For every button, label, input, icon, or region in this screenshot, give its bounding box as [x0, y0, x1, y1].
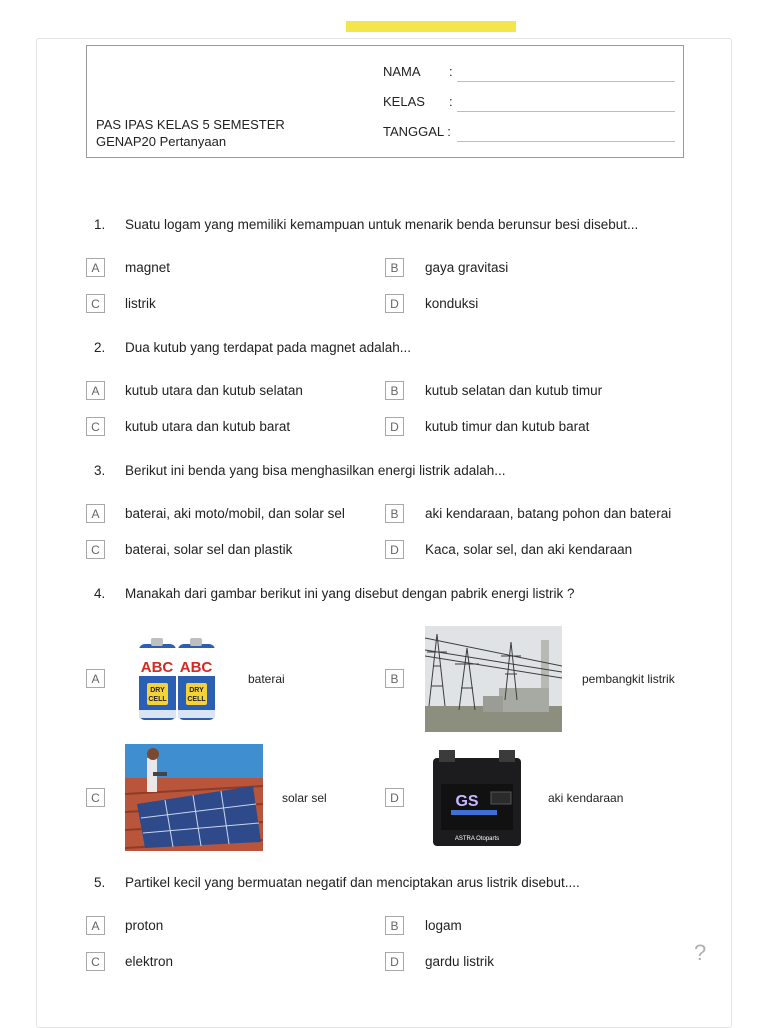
question-number: 5.: [94, 875, 106, 890]
option-d-box[interactable]: D: [385, 788, 404, 807]
option-b-caption[interactable]: pembangkit listrik: [582, 672, 675, 686]
question-number: 1.: [94, 217, 106, 232]
car-battery-brand: GS: [455, 793, 479, 810]
option-a-caption[interactable]: baterai: [248, 672, 285, 686]
option-c-text[interactable]: baterai, solar sel dan plastik: [125, 542, 293, 557]
option-b-text[interactable]: logam: [425, 918, 462, 933]
option-d-text[interactable]: kutub timur dan kutub barat: [425, 419, 590, 434]
help-icon[interactable]: ?: [694, 940, 707, 965]
date-line[interactable]: [457, 141, 675, 142]
option-b-text[interactable]: gaya gravitasi: [425, 260, 509, 275]
name-colon: :: [449, 64, 453, 79]
solar-panel-image[interactable]: [125, 744, 263, 851]
exam-title: PAS IPAS KELAS 5 SEMESTER GENAP20 Pertanyaan: [96, 117, 285, 149]
option-b-box[interactable]: B: [385, 916, 404, 935]
battery-image[interactable]: [125, 626, 229, 730]
option-c-box[interactable]: C: [86, 540, 105, 559]
option-b-box[interactable]: B: [385, 504, 404, 523]
battery-dry-left: DRY: [150, 687, 165, 694]
option-b-text[interactable]: aki kendaraan, batang pohon dan baterai: [425, 506, 672, 521]
option-d-box[interactable]: D: [385, 417, 404, 436]
option-a-box[interactable]: A: [86, 258, 105, 277]
question-text: Suatu logam yang memiliki kemampuan untuk menarik benda berunsur besi disebut...: [125, 217, 639, 232]
car-battery-image[interactable]: [425, 744, 529, 851]
class-line[interactable]: [457, 111, 675, 112]
question-number: 3.: [94, 463, 106, 478]
option-c-box[interactable]: C: [86, 417, 105, 436]
option-c-caption[interactable]: solar sel: [282, 791, 327, 805]
option-d-box[interactable]: D: [385, 540, 404, 559]
question-text: Partikel kecil yang bermuatan negatif dan menciptakan arus listrik disebut....: [125, 875, 580, 890]
option-c-box[interactable]: C: [86, 952, 105, 971]
option-c-text[interactable]: listrik: [125, 296, 156, 311]
option-d-box[interactable]: D: [385, 952, 404, 971]
option-d-box[interactable]: D: [385, 294, 404, 313]
battery-cell-right: CELL: [187, 696, 206, 703]
header-box: [86, 45, 684, 158]
option-d-text[interactable]: Kaca, solar sel, dan aki kendaraan: [425, 542, 633, 557]
battery-cell-left: CELL: [148, 696, 167, 703]
car-battery-maker: ASTRA Otoparts: [454, 836, 500, 842]
option-a-text[interactable]: proton: [125, 918, 164, 933]
top-accent-bar: [346, 21, 516, 32]
option-a-box[interactable]: A: [86, 381, 105, 400]
question-number: 2.: [94, 340, 106, 355]
question-text: Dua kutub yang terdapat pada magnet adalah...: [125, 340, 411, 355]
option-a-text[interactable]: magnet: [125, 260, 171, 275]
power-plant-image[interactable]: [425, 626, 562, 732]
option-c-text[interactable]: elektron: [125, 954, 174, 969]
option-b-box[interactable]: B: [385, 258, 404, 277]
option-a-text[interactable]: kutub utara dan kutub selatan: [125, 383, 303, 398]
option-b-box[interactable]: B: [385, 381, 404, 400]
class-label: KELAS: [383, 94, 425, 109]
date-field[interactable]: [383, 124, 675, 144]
option-a-box[interactable]: A: [86, 669, 105, 688]
question-text: Berikut ini benda yang bisa menghasilkan energi listrik adalah...: [125, 463, 506, 478]
option-d-text[interactable]: gardu listrik: [425, 954, 495, 969]
option-a-text[interactable]: baterai, aki moto/mobil, dan solar sel: [125, 506, 345, 521]
class-field[interactable]: [383, 94, 675, 114]
name-label: NAMA: [383, 64, 421, 79]
option-b-box[interactable]: B: [385, 669, 404, 688]
option-c-box[interactable]: C: [86, 294, 105, 313]
name-line[interactable]: [457, 81, 675, 82]
option-a-box[interactable]: A: [86, 504, 105, 523]
option-c-box[interactable]: C: [86, 788, 105, 807]
battery-brand-left: ABC: [140, 659, 174, 676]
option-c-text[interactable]: kutub utara dan kutub barat: [125, 419, 291, 434]
question-text: Manakah dari gambar berikut ini yang disebut dengan pabrik energi listrik ?: [125, 586, 575, 601]
question-number: 4.: [94, 586, 106, 601]
battery-dry-right: DRY: [189, 687, 204, 694]
class-colon: :: [449, 94, 453, 109]
battery-brand-right: ABC: [179, 659, 213, 676]
option-d-text[interactable]: konduksi: [425, 296, 479, 311]
date-label: TANGGAL :: [383, 124, 451, 139]
option-d-caption[interactable]: aki kendaraan: [548, 791, 624, 805]
option-b-text[interactable]: kutub selatan dan kutub timur: [425, 383, 603, 398]
name-field[interactable]: [383, 64, 675, 84]
option-a-box[interactable]: A: [86, 916, 105, 935]
